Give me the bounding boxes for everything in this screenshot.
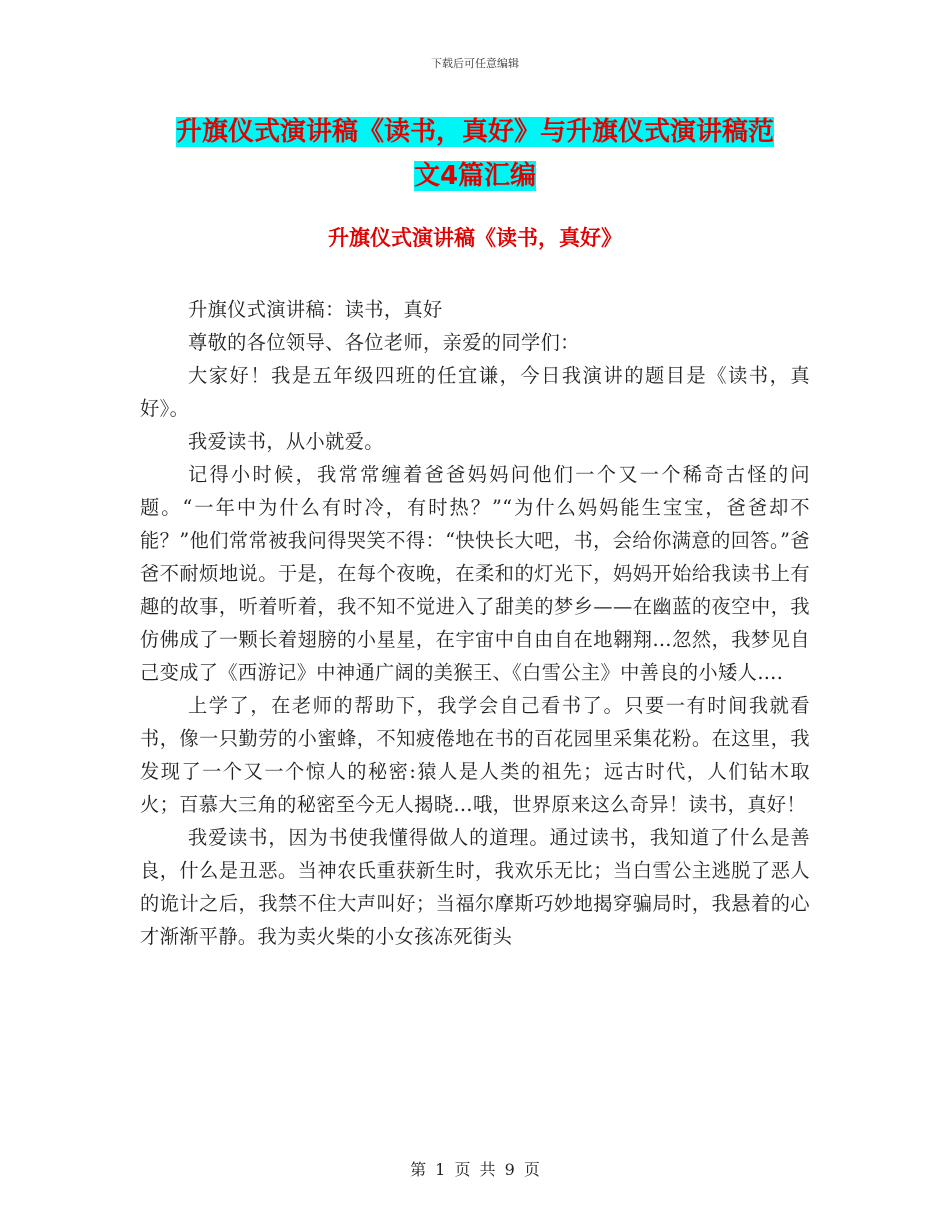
article-body xyxy=(140,293,810,953)
paragraph-school: 上学了，在老师的帮助下，我学会自己看书了。只要一有时间我就看书，像一只勤劳的小蜜蜂，不知疲倦地在书的百花园里采集花粉。在这里，我发现了一个又一个惊人的秘密:猿人是人类的祖先；远古时代，人们钻木取火；百慕大三角的秘密至今无人揭晓…哦，世界原来这么奇异！读书，真好！ xyxy=(140,694,810,816)
document-title-line-1: 升旗仪式演讲稿《读书，真好》与升旗仪式演讲稿范 xyxy=(175,117,774,147)
paragraph-childhood: 记得小时候，我常常缠着爸爸妈妈问他们一个又一个稀奇古怪的问题。“一年中为什么有时冷，有时热？”“为什么妈妈能生宝宝，爸爸却不能？”他们常常被我问得哭笑不得：“快快长大吧，书，会给你满意的回答。”爸爸不耐烦地说。于是，在每个夜晚，在柔和的灯光下，妈妈开始给我读书上有趣的故事，听着听着，我不知不觉进入了甜美的梦乡——在幽蓝的夜空中，我仿佛成了一颗长着翅膀的小星星，在宇宙中自由自在地翱翔…忽然，我梦见自己变成了《西游记》中神通广阔的美猴王、《白雪公主》中善良的小矮人…. xyxy=(140,463,810,684)
paragraph-speech-title: 升旗仪式演讲稿：读书，真好 xyxy=(188,298,443,321)
document-title-line-2: 文4篇汇编 xyxy=(413,161,537,191)
paragraph-love-reading: 我爱读书，从小就爱。 xyxy=(188,430,384,453)
header-note: 下载后可任意编辑 xyxy=(431,57,519,70)
paragraph-morals: 我爱读书，因为书使我懂得做人的道理。通过读书，我知道了什么是善良，什么是丑恶。当神农氏重获新生时，我欢乐无比；当白雪公主逃脱了恶人的诡计之后，我禁不住大声叫好；当福尔摩斯巧妙地揭穿骗局时，我悬着的心才渐渐平静。我为卖火柴的小女孩冻死街头 xyxy=(140,826,810,948)
document-title xyxy=(140,110,810,198)
section-title: 升旗仪式演讲稿《读书，真好》 xyxy=(328,226,622,250)
paragraph-salutation: 尊敬的各位领导、各位老师，亲爱的同学们： xyxy=(188,331,580,354)
paragraph-greeting: 大家好！我是五年级四班的任宜谦，今日我演讲的题目是《读书，真好》。 xyxy=(140,364,810,420)
page-footer: 第 1 页 共 9 页 xyxy=(410,1160,540,1179)
